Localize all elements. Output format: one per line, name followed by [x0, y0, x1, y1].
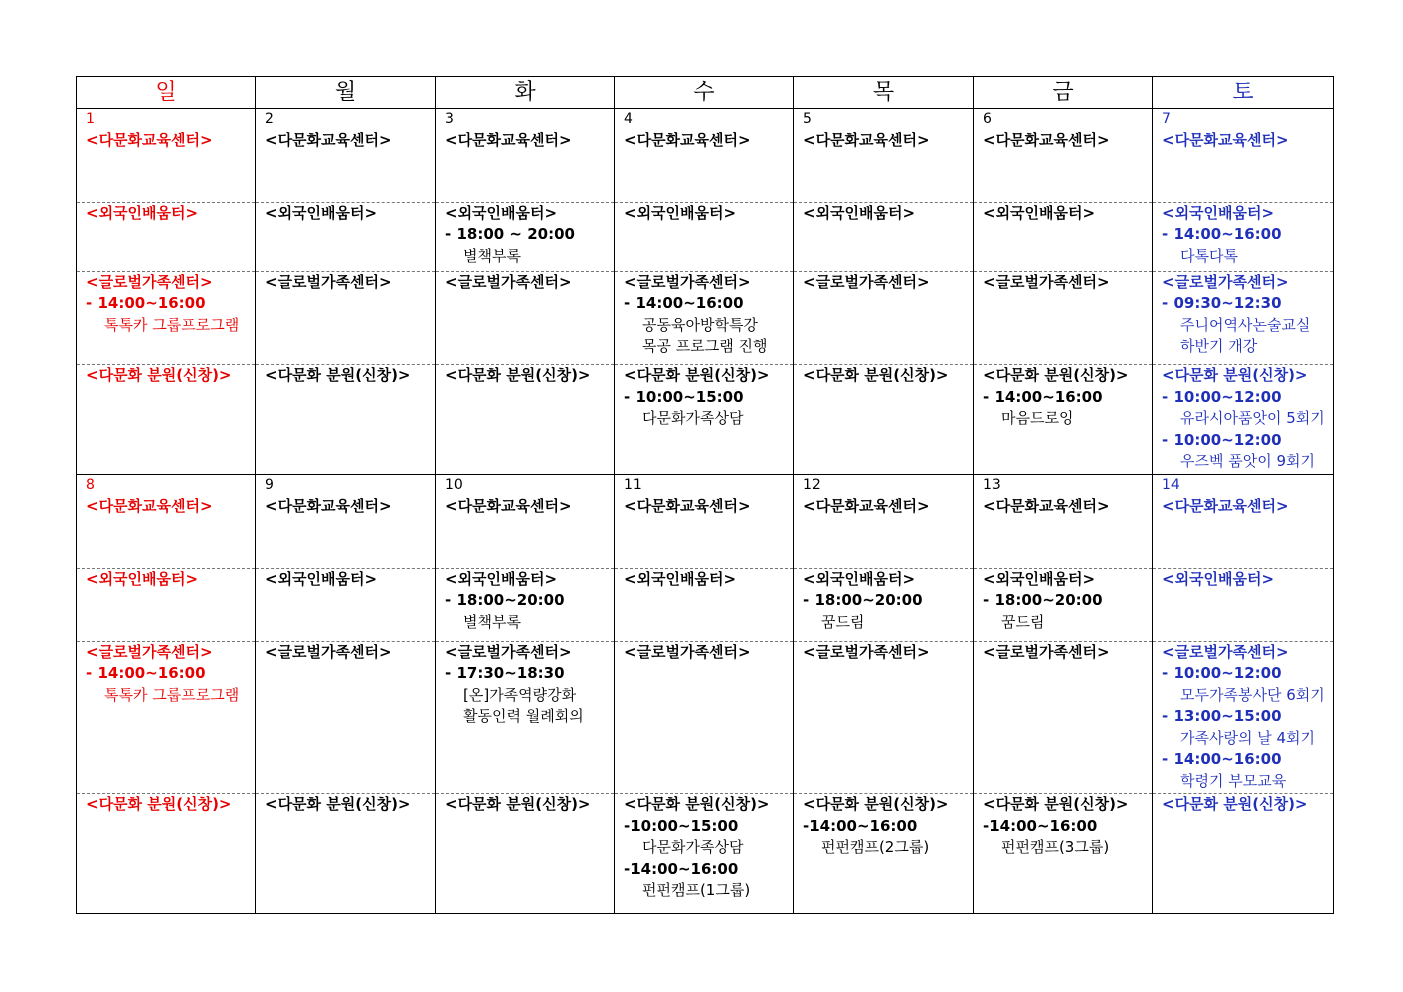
schedule-cell: [794, 641, 974, 793]
schedule-cell: [77, 271, 256, 365]
center-title: <다문화교육센터>: [624, 497, 751, 516]
center-title: <다문화교육센터>: [265, 497, 392, 516]
schedule-cell: [615, 568, 794, 641]
date-number: 10: [445, 477, 463, 493]
schedule-cell: [256, 568, 436, 641]
center-title: <다문화교육센터>: [624, 131, 751, 150]
date-cell: [77, 109, 256, 131]
schedule-time: - 10:00~12:00: [1162, 387, 1282, 406]
schedule-desc: 꿈드림: [821, 612, 865, 631]
schedule-cell: [794, 365, 974, 475]
schedule-time: - 14:00~16:00: [86, 664, 206, 683]
schedule-cell: [1153, 271, 1334, 365]
schedule-desc: 우즈벡 품앗이 9회기: [1180, 452, 1316, 471]
schedule-time: - 14:00~16:00: [624, 294, 744, 313]
schedule-cell: [1153, 568, 1334, 641]
center-title: <글로벌가족센터>: [803, 272, 930, 291]
center-title: <외국인배움터>: [803, 203, 916, 222]
schedule-time: - 18:00~20:00: [983, 591, 1103, 609]
center-title: <다문화교육센터>: [445, 497, 572, 516]
schedule-cell: [794, 568, 974, 641]
center-title: <다문화 분원(신창)>: [86, 795, 232, 814]
schedule-cell: [256, 202, 436, 271]
center-title: <외국인배움터>: [445, 203, 558, 222]
date-number: 4: [624, 111, 633, 127]
date-cell: [794, 475, 974, 497]
center-title: <글로벌가족센터>: [86, 642, 213, 661]
schedule-time: - 10:00~12:00: [1162, 430, 1282, 449]
schedule-time: - 10:00~12:00: [1162, 664, 1282, 683]
center-title: <글로벌가족센터>: [265, 272, 392, 291]
center-title: <외국인배움터>: [624, 569, 737, 588]
center-title: <다문화교육센터>: [86, 131, 213, 150]
date-number: 12: [803, 477, 821, 493]
center-title: <외국인배움터>: [983, 203, 1096, 222]
schedule-cell: [256, 641, 436, 793]
center-title: <다문화 분원(신창)>: [445, 366, 591, 385]
schedule-cell: [974, 365, 1153, 475]
center-title: <다문화 분원(신창)>: [983, 366, 1129, 385]
schedule-cell: [615, 794, 794, 914]
date-number: 3: [445, 111, 454, 127]
date-cell: [436, 475, 615, 497]
section-row: [77, 130, 1334, 202]
center-title: <다문화교육센터>: [445, 131, 572, 150]
center-title: <글로벌가족센터>: [624, 272, 751, 291]
center-title: <외국인배움터>: [86, 569, 199, 588]
schedule-item: [1162, 224, 1333, 267]
center-title: <외국인배움터>: [265, 203, 378, 222]
date-cell: [256, 109, 436, 131]
schedule-cell: [436, 794, 615, 914]
center-title: <외국인배움터>: [983, 569, 1096, 588]
schedule-cell: [77, 130, 256, 202]
date-row: [77, 475, 1334, 497]
schedule-cell: [436, 202, 615, 271]
center-title: <다문화 분원(신창)>: [1162, 366, 1308, 385]
schedule-cell: [615, 365, 794, 475]
schedule-cell: [974, 568, 1153, 641]
center-title: <다문화교육센터>: [803, 131, 930, 150]
schedule-cell: [256, 271, 436, 365]
center-title: <다문화 분원(신창)>: [86, 366, 232, 385]
schedule-item: [1162, 387, 1333, 430]
schedule-desc: 꿈드림: [1001, 612, 1045, 631]
center-title: <외국인배움터>: [624, 203, 737, 222]
schedule-desc: 톡톡카 그룹프로그램: [104, 685, 240, 704]
schedule-cell: [794, 271, 974, 365]
weekday-fri: 금: [974, 77, 1153, 109]
schedule-cell: [436, 130, 615, 202]
date-cell: [1153, 475, 1334, 497]
schedule-item: [86, 293, 255, 336]
schedule-item: [1162, 663, 1333, 706]
schedule-cell: [615, 202, 794, 271]
schedule-cell: [1153, 130, 1334, 202]
schedule-item: [983, 387, 1152, 430]
schedule-desc: 다문화가족상담: [642, 409, 744, 428]
schedule-time: -14:00~16:00: [624, 859, 739, 878]
schedule-cell: [77, 496, 256, 568]
schedule-cell: [256, 365, 436, 475]
weekday-wed: 수: [615, 77, 794, 109]
center-title: <글로벌가족센터>: [265, 642, 392, 661]
schedule-cell: [974, 641, 1153, 793]
schedule-desc: 가족사랑의 날 4회기: [1180, 728, 1316, 747]
weekday-sun: 일: [77, 77, 256, 109]
schedule-item: [86, 663, 255, 706]
center-title: <글로벌가족센터>: [445, 272, 572, 291]
section-row: [77, 202, 1334, 271]
date-number: 11: [624, 477, 642, 493]
section-row: [77, 568, 1334, 641]
schedule-cell: [77, 568, 256, 641]
center-title: <다문화 분원(신창)>: [624, 795, 770, 814]
date-cell: [436, 109, 615, 131]
schedule-time: -10:00~15:00: [624, 816, 739, 835]
weekday-thu: 목: [794, 77, 974, 109]
schedule-cell: [77, 794, 256, 914]
center-title: <다문화 분원(신창)>: [803, 366, 949, 385]
schedule-cell: [1153, 641, 1334, 793]
schedule-time: -14:00~16:00: [803, 816, 918, 835]
schedule-cell: [436, 496, 615, 568]
schedule-cell: [256, 794, 436, 914]
schedule-desc: 펀펀캠프(1그룹): [642, 881, 751, 900]
center-title: <다문화 분원(신창)>: [1162, 795, 1308, 814]
weekday-sat: 토: [1153, 77, 1334, 109]
date-number: 9: [265, 477, 274, 493]
schedule-desc: 유라시아품앗이 5회기: [1180, 409, 1325, 428]
center-title: <외국인배움터>: [445, 569, 558, 588]
schedule-item: [1162, 749, 1333, 792]
schedule-item: [803, 590, 973, 633]
center-title: <글로벌가족센터>: [803, 642, 930, 661]
center-title: <다문화 분원(신창)>: [265, 795, 411, 814]
schedule-item: [983, 816, 1152, 859]
schedule-item: [445, 663, 614, 728]
schedule-cell: [974, 794, 1153, 914]
schedule-time: - 09:30~12:30: [1162, 294, 1282, 313]
date-cell: [974, 109, 1153, 131]
schedule-cell: [256, 496, 436, 568]
center-title: <외국인배움터>: [803, 569, 916, 588]
center-title: <글로벌가족센터>: [983, 642, 1110, 661]
schedule-desc: 학령기 부모교육: [1180, 771, 1287, 790]
center-title: <다문화 분원(신창)>: [803, 795, 949, 814]
schedule-cell: [615, 130, 794, 202]
schedule-time: - 13:00~15:00: [1162, 707, 1282, 726]
schedule-desc: 펀펀캠프(2그룹): [821, 838, 930, 857]
schedule-cell: [615, 271, 794, 365]
center-title: <다문화교육센터>: [265, 131, 392, 150]
schedule-cell: [794, 496, 974, 568]
schedule-desc: 공동육아방학특강 목공 프로그램 진행: [642, 315, 768, 356]
schedule-item: [624, 859, 793, 902]
schedule-item: [1162, 430, 1333, 473]
schedule-cell: [974, 496, 1153, 568]
schedule-item: [624, 293, 793, 358]
date-number: 2: [265, 111, 274, 127]
schedule-item: [1162, 293, 1333, 358]
schedule-time: - 14:00~16:00: [1162, 225, 1282, 243]
date-number: 5: [803, 111, 812, 127]
calendar-table: [76, 76, 1334, 914]
center-title: <다문화교육센터>: [86, 497, 213, 516]
date-cell: [794, 109, 974, 131]
center-title: <글로벌가족센터>: [86, 272, 213, 291]
date-number: 14: [1162, 477, 1180, 493]
center-title: <글로벌가족센터>: [983, 272, 1110, 291]
schedule-desc: 톡톡카 그룹프로그램: [104, 315, 240, 334]
date-cell: [615, 475, 794, 497]
date-cell: [77, 475, 256, 497]
date-cell: [256, 475, 436, 497]
center-title: <다문화교육센터>: [983, 497, 1110, 516]
center-title: <다문화 분원(신창)>: [983, 795, 1129, 814]
schedule-desc: 마음드로잉: [1001, 409, 1074, 428]
schedule-desc: 모두가족봉사단 6회기: [1180, 685, 1325, 704]
weekday-header-row: [77, 77, 1334, 109]
schedule-time: - 10:00~15:00: [624, 387, 744, 406]
schedule-cell: [974, 202, 1153, 271]
schedule-cell: [77, 365, 256, 475]
center-title: <다문화 분원(신창)>: [265, 366, 411, 385]
schedule-desc: 다톡다톡: [1180, 246, 1238, 265]
schedule-item: [445, 590, 614, 633]
section-row: [77, 365, 1334, 475]
schedule-time: - 17:30~18:30: [445, 664, 565, 683]
schedule-time: - 14:00~16:00: [1162, 750, 1282, 769]
schedule-cell: [794, 130, 974, 202]
schedule-time: - 14:00~16:00: [86, 294, 206, 313]
schedule-cell: [794, 202, 974, 271]
section-row: [77, 496, 1334, 568]
schedule-desc: [온]가족역량강화 활동인력 월례회의: [463, 685, 584, 726]
schedule-time: -14:00~16:00: [983, 816, 1098, 835]
schedule-cell: [436, 365, 615, 475]
schedule-cell: [615, 641, 794, 793]
section-row: [77, 794, 1334, 914]
schedule-item: [445, 224, 614, 267]
date-number: 7: [1162, 111, 1171, 127]
schedule-item: [624, 387, 793, 430]
schedule-cell: [615, 496, 794, 568]
schedule-desc: 펀펀캠프(3그룹): [1001, 838, 1110, 857]
schedule-item: [1162, 706, 1333, 749]
schedule-cell: [794, 794, 974, 914]
center-title: <외국인배움터>: [86, 203, 199, 222]
weekday-tue: 화: [436, 77, 615, 109]
schedule-cell: [77, 641, 256, 793]
section-row: [77, 641, 1334, 793]
schedule-time: - 14:00~16:00: [983, 387, 1103, 406]
center-title: <다문화 분원(신창)>: [624, 366, 770, 385]
date-cell: [1153, 109, 1334, 131]
schedule-item: [624, 816, 793, 859]
section-row: [77, 271, 1334, 365]
center-title: <다문화교육센터>: [803, 497, 930, 516]
date-number: 6: [983, 111, 992, 127]
schedule-cell: [436, 641, 615, 793]
schedule-desc: 다문화가족상담: [642, 838, 744, 857]
schedule-item: [983, 590, 1152, 633]
schedule-cell: [1153, 496, 1334, 568]
schedule-item: [803, 816, 973, 859]
center-title: <글로벌가족센터>: [445, 642, 572, 661]
schedule-cell: [974, 130, 1153, 202]
date-number: 1: [86, 111, 95, 127]
date-cell: [974, 475, 1153, 497]
center-title: <다문화교육센터>: [1162, 497, 1289, 516]
schedule-cell: [436, 271, 615, 365]
center-title: <다문화 분원(신창)>: [445, 795, 591, 814]
schedule-time: - 18:00~20:00: [445, 591, 565, 609]
center-title: <글로벌가족센터>: [1162, 272, 1289, 291]
schedule-time: - 18:00~20:00: [803, 591, 923, 609]
schedule-cell: [1153, 202, 1334, 271]
center-title: <다문화교육센터>: [983, 131, 1110, 150]
schedule-cell: [974, 271, 1153, 365]
date-row: [77, 109, 1334, 131]
weekday-mon: 월: [256, 77, 436, 109]
center-title: <다문화교육센터>: [1162, 131, 1289, 150]
schedule-desc: 별책부록: [463, 246, 521, 265]
center-title: <외국인배움터>: [265, 569, 378, 588]
schedule-cell: [77, 202, 256, 271]
schedule-cell: [1153, 365, 1334, 475]
date-number: 8: [86, 477, 95, 493]
center-title: <외국인배움터>: [1162, 569, 1275, 588]
center-title: <외국인배움터>: [1162, 203, 1275, 222]
date-cell: [615, 109, 794, 131]
schedule-desc: 별책부록: [463, 612, 521, 631]
center-title: <글로벌가족센터>: [1162, 642, 1289, 661]
schedule-cell: [256, 130, 436, 202]
schedule-desc: 주니어역사논술교실 하반기 개강: [1180, 315, 1311, 356]
date-number: 13: [983, 477, 1001, 493]
schedule-cell: [1153, 794, 1334, 914]
center-title: <글로벌가족센터>: [624, 642, 751, 661]
schedule-time: - 18:00 ~ 20:00: [445, 225, 575, 243]
schedule-cell: [436, 568, 615, 641]
